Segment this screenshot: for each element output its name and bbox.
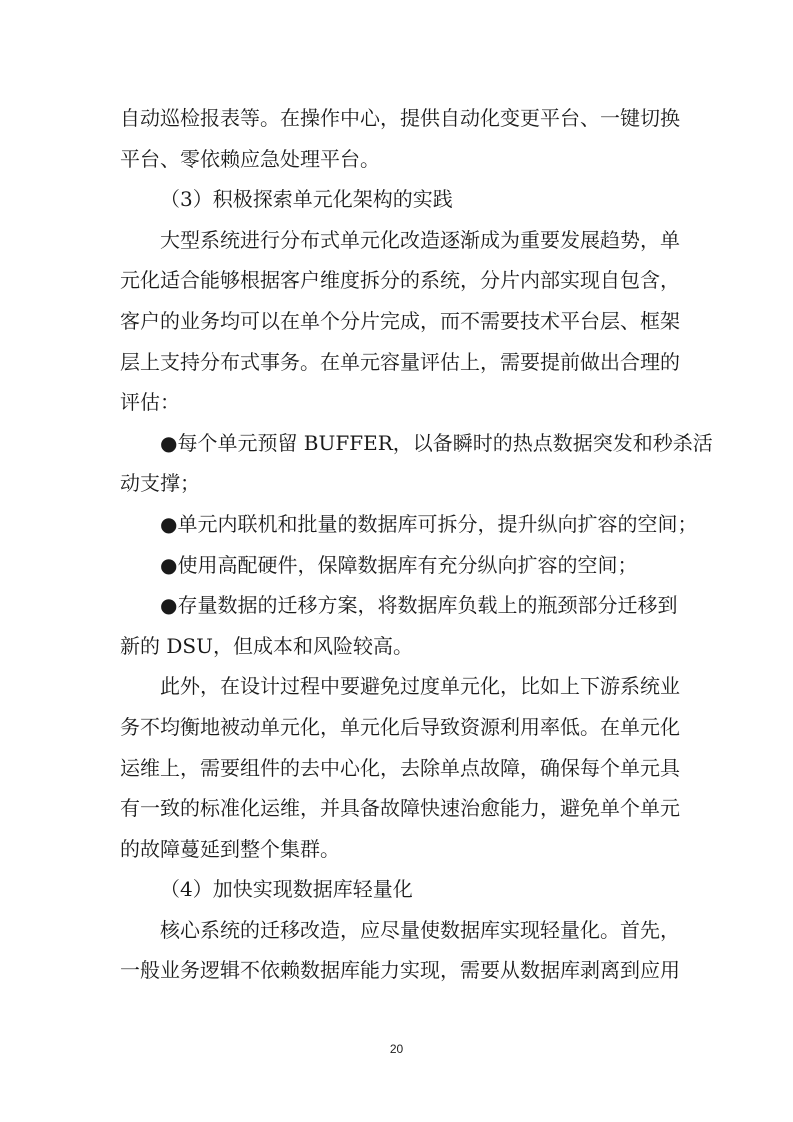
paragraph-first-line: 大型系统进行分布式单元化改造逐渐成为重要发展趋势，单 [160, 227, 680, 252]
text-line: 客户的业务均可以在单个分片完成，而不需要技术平台层、框架 [120, 308, 680, 333]
text-line: 一般业务逻辑不依赖数据库能力实现，需要从数据库剥离到应用 [120, 958, 680, 983]
text-line: 平台、零依赖应急处理平台。 [120, 146, 380, 171]
text-line: 动支撑； [120, 471, 200, 496]
text-line: 新的 DSU，但成本和风险较高。 [120, 633, 413, 658]
text-line: 评估： [120, 390, 180, 415]
page-number: 20 [389, 1042, 404, 1056]
bullet-item: ●使用高配硬件，保障数据库有充分纵向扩容的空间； [160, 552, 638, 577]
text-line: 运维上，需要组件的去中心化，去除单点故障，确保每个单元具 [120, 755, 680, 780]
text-line: 元化适合能够根据客户维度拆分的系统，分片内部实现自包含， [120, 268, 680, 293]
section-heading: （4）加快实现数据库轻量化 [160, 877, 413, 902]
text-line: 层上支持分布式事务。在单元容量评估上，需要提前做出合理的 [120, 349, 680, 374]
bullet-item: ●存量数据的迁移方案，将数据库负载上的瓶颈部分迁移到 [160, 593, 678, 618]
bullet-item: ●每个单元预留 BUFFER，以备瞬时的热点数据突发和秒杀活 [160, 430, 713, 455]
text-line: 的故障蔓延到整个集群。 [120, 836, 340, 861]
text-line: 有一致的标准化运维，并具备故障快速治愈能力，避免单个单元 [120, 796, 680, 821]
paragraph-first-line: 核心系统的迁移改造，应尽量使数据库实现轻量化。首先， [160, 917, 680, 942]
document-body [120, 98, 713, 991]
bullet-item: ●单元内联机和批量的数据库可拆分，提升纵向扩容的空间； [160, 511, 698, 536]
text-line: 务不均衡地被动单元化，单元化后导致资源利用率低。在单元化 [120, 714, 680, 739]
text-line: 自动巡检报表等。在操作中心，提供自动化变更平台、一键切换 [120, 106, 680, 130]
paragraph-first-line: 此外，在设计过程中要避免过度单元化，比如上下游系统业 [160, 674, 680, 699]
section-heading: （3）积极探索单元化架构的实践 [160, 187, 453, 212]
